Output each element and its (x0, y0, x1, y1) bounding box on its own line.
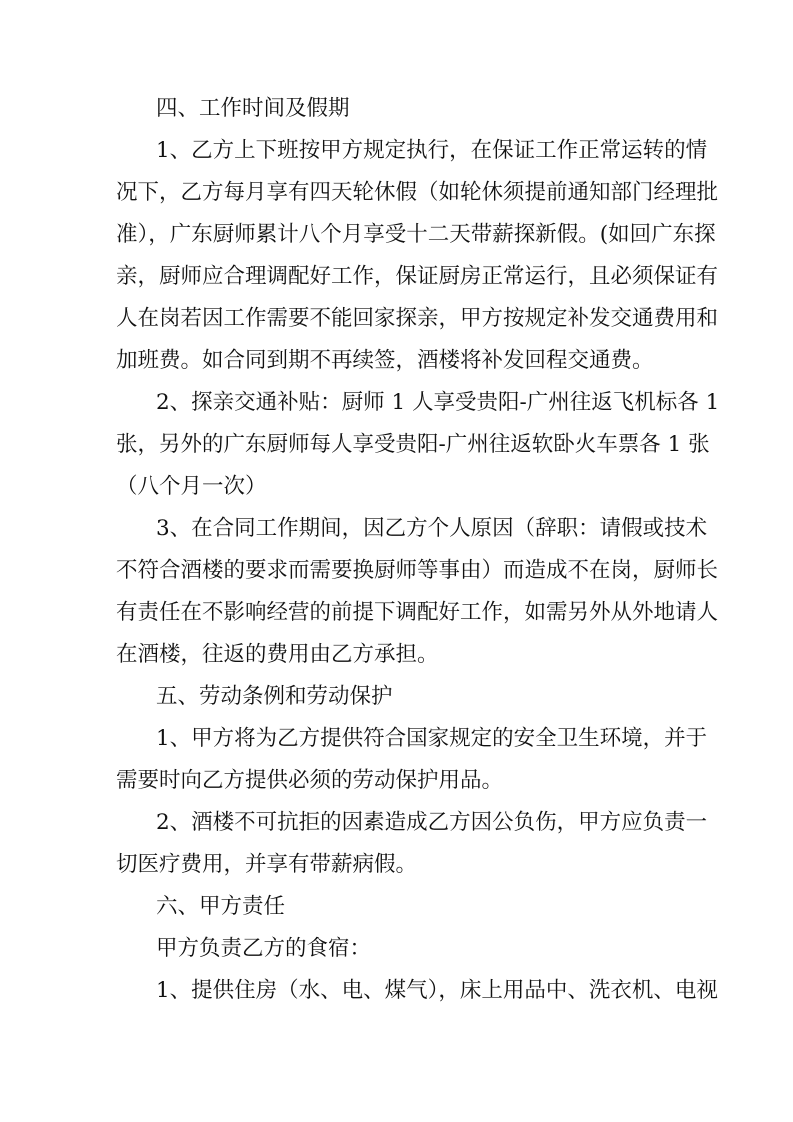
paragraph-line: 1、乙方上下班按甲方规定执行，在保证工作正常运转的情 (156, 138, 708, 163)
paragraph-line: 切医疗费用，并享有带薪病假。 (116, 852, 418, 877)
paragraph-line: （八个月一次） (116, 474, 267, 499)
paragraph-line: 加班费。如合同到期不再续签，酒楼将补发回程交通费。 (116, 348, 654, 373)
paragraph-line: 1、提供住房（水、电、煤气），床上用品中、洗衣机、电视 (156, 978, 718, 1003)
paragraph-line: 有责任在不影响经营的前提下调配好工作，如需另外从外地请人 (116, 600, 719, 625)
paragraph-line: 况下，乙方每月享有四天轮休假（如轮休须提前通知部门经理批 (116, 180, 719, 205)
paragraph-line: 需要时向乙方提供必须的劳动保护用品。 (116, 768, 504, 793)
paragraph-line: 人在岗若因工作需要不能回家探亲，甲方按规定补发交通费用和 (116, 306, 719, 331)
section-heading-party-a-duties: 六、甲方责任 (156, 894, 286, 919)
paragraph-line: 3、在合同工作期间，因乙方个人原因（辞职：请假或技术 (156, 516, 708, 541)
paragraph-line: 不符合酒楼的要求而需要换厨师等事由）而造成不在岗，厨师长 (116, 558, 719, 583)
section-heading-work-hours: 四、工作时间及假期 (156, 96, 350, 121)
section-heading-labor-protection: 五、劳动条例和劳动保护 (156, 684, 393, 709)
paragraph-line: 准），广东厨师累计八个月享受十二天带薪探新假。(如回广东探 (116, 222, 716, 247)
paragraph-line: 甲方负责乙方的食宿： (156, 936, 372, 961)
paragraph-line: 2、探亲交通补贴：厨师 1 人享受贵阳-广州往返飞机标各 1 (156, 390, 720, 415)
paragraph-line: 张，另外的广东厨师每人享受贵阳-广州往返软卧火车票各 1 张 (116, 432, 710, 457)
paragraph-line: 在酒楼，往返的费用由乙方承担。 (116, 642, 439, 667)
paragraph-line: 亲，厨师应合理调配好工作，保证厨房正常运行，且必须保证有 (116, 264, 719, 289)
paragraph-line: 2、酒楼不可抗拒的因素造成乙方因公负伤，甲方应负责一 (156, 810, 708, 835)
paragraph-line: 1、甲方将为乙方提供符合国家规定的安全卫生环境，并于 (156, 726, 708, 751)
